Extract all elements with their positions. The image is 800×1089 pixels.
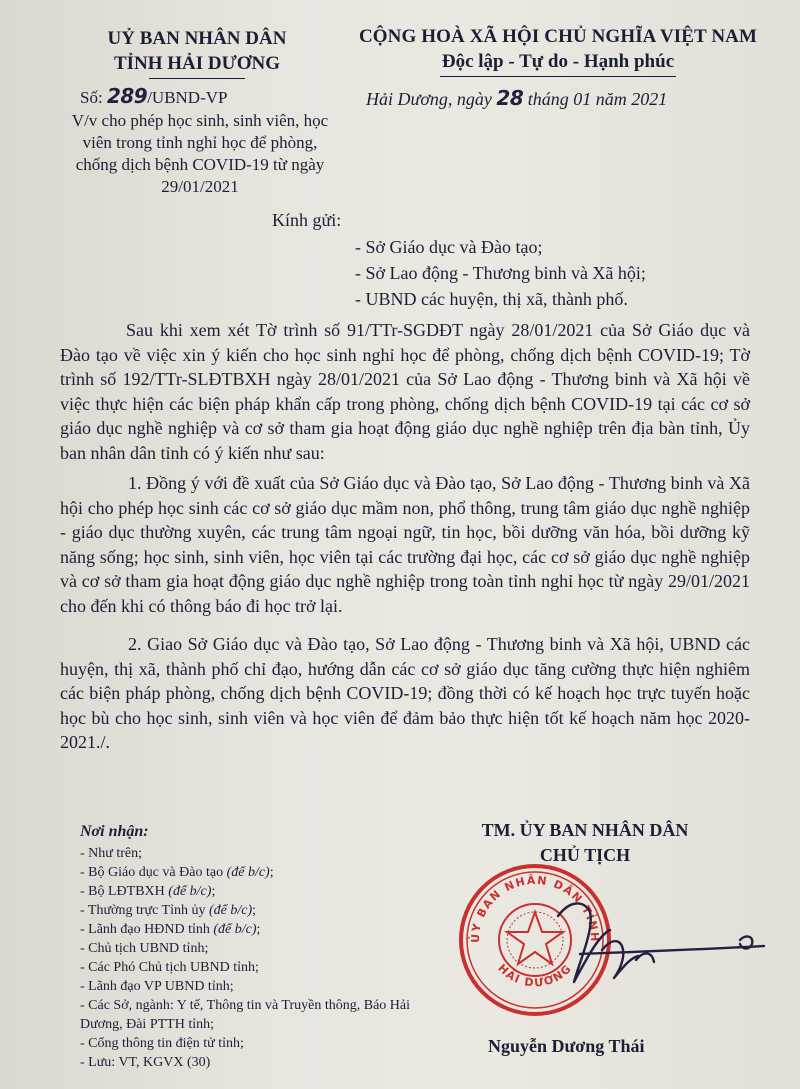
handwritten-day: 28: [496, 86, 524, 110]
motto-underline: [440, 76, 676, 77]
number-suffix: /UBND-VP: [147, 88, 228, 107]
distribution-item: - Bộ Giáo dục và Đào tạo (để b/c);: [80, 865, 274, 880]
signer-name: Nguyễn Dương Thái: [488, 1036, 645, 1056]
document-body: [60, 318, 750, 755]
distribution-item: - Chủ tịch UBND tỉnh;: [80, 941, 209, 956]
distribution-title: Nơi nhận:: [80, 823, 149, 840]
national-motto: Độc lập - Tự do - Hạnh phúc: [441, 51, 675, 72]
distribution-item: - Lưu: VT, KGVX (30): [80, 1055, 211, 1070]
distribution-item: - Lãnh đạo HĐND tỉnh (để b/c);: [80, 922, 261, 937]
handwritten-number: 289: [106, 84, 148, 108]
document-number: [80, 84, 227, 108]
recipient-item: - Sở Lao động - Thương binh và Xã hội;: [355, 263, 646, 283]
org-name-line1: UỶ BAN NHÂN DÂN: [107, 28, 287, 49]
place-and-date: [366, 86, 667, 110]
svg-text:ỦY BAN NHÂN DÂN TỈNH: ỦY BAN NHÂN DÂN TỈNH: [468, 873, 602, 944]
number-label: Số:: [80, 88, 103, 107]
national-heading: [338, 24, 778, 77]
distribution-item: - Các Phó Chủ tịch UBND tỉnh;: [80, 960, 259, 975]
distribution-item: - Lãnh đạo VP UBND tỉnh;: [80, 979, 234, 994]
recipients-list: [355, 234, 646, 312]
distribution-item: - Cổng thông tin điện tử tỉnh;: [80, 1036, 244, 1051]
signer-position: CHỦ TỊCH: [539, 845, 631, 865]
month-year: tháng 01 năm 2021: [527, 89, 668, 109]
intro-paragraph: Sau khi xem xét Tờ trình số 91/TTr-SGDĐT ngày 28/01/2021 của Sở Giáo dục và Đào tạo về việc xin ý kiến cho học sinh nghỉ học để phòng, chống dịch bệnh COVID-19; Tờ trình số 192/TTr-SLĐTBXH ngày 28/01/2021 của Sở Lao động - Thương binh và Xã hội về việc thực hiện các biện pháp khẩn cấp trong phòng, chống dịch bệnh COVID-19 tại các cơ sở giáo dục nghề nghiệp và cơ sở tham gia hoạt động giáo dục nghề nghiệp trên địa bàn tỉnh, Ủy ban nhân dân tỉnh có ý kiến như sau:: [60, 320, 750, 463]
place-prefix: Hải Dương, ngày: [366, 89, 492, 109]
document-subject: V/v cho phép học sinh, sinh viên, học viên trong tỉnh nghỉ học để phòng, chống dịch bệnh COVID-19 từ ngày 29/01/2021: [71, 111, 329, 196]
recipient-item: - Sở Giáo dục và Đào tạo;: [355, 237, 543, 257]
recipient-item: - UBND các huyện, thị xã, thành phố.: [355, 289, 628, 309]
recipients-label: Kính gửi:: [272, 210, 342, 230]
svg-text:HẢI DƯƠNG: HẢI DƯƠNG: [495, 961, 575, 990]
handwritten-signature-icon: [540, 890, 780, 1010]
distribution-item: - Thường trực Tỉnh ủy (để b/c);: [80, 903, 257, 918]
decision-item-1: 1. Đồng ý với đề xuất của Sở Giáo dục và Đào tạo, Sở Lao động - Thương binh và Xã hội cho phép học sinh các cơ sở giáo dục mầm non, phổ thông, trung tâm giáo dục nghề nghiệp - giáo dục thường xuyên, các trung tâm ngoại ngữ, tin học, bồi dưỡng văn hóa, bồi dưỡng kỹ năng sống; học sinh, sinh viên, học viên tại các trường đại học, các cơ sở giáo dục nghề nghiệp và cơ sở tham gia hoạt động giáo dục nghề nghiệp trong toàn tỉnh nghỉ học từ ngày 29/01/2021 cho đến khi có thông báo đi học trở lại.: [60, 473, 750, 616]
nation-name: CỘNG HOÀ XÃ HỘI CHỦ NGHĨA VIỆT NAM: [358, 26, 758, 47]
decision-item-2: 2. Giao Sở Giáo dục và Đào tạo, Sở Lao động - Thương binh và Xã hội, UBND các huyện, thị xã, thành phố chỉ đạo, hướng dẫn các cơ sở giáo dục tăng cường thực hiện nghiêm các biện pháp phòng, chống dịch bệnh COVID-19; đồng thời có kế hoạch học trực tuyến hoặc học bù cho học sinh, sinh viên và học viên để đảm bảo thực hiện tốt kế hoạch năm học 2020-2021./.: [60, 634, 750, 752]
issuing-organization: [62, 26, 332, 79]
distribution-item: - Các Sở, ngành: Y tế, Thông tin và Truyền thông, Báo Hải Dương, Đài PTTH tỉnh;: [80, 998, 411, 1032]
distribution-item: - Như trên;: [80, 846, 143, 861]
distribution-item: - Bộ LĐTBXH (để b/c);: [80, 884, 216, 899]
distribution-list: [80, 822, 420, 1072]
org-underline: [149, 78, 245, 79]
org-name-line2: TỈNH HẢI DƯƠNG: [113, 53, 281, 74]
signing-authority: TM. ỦY BAN NHÂN DÂN: [481, 820, 689, 840]
